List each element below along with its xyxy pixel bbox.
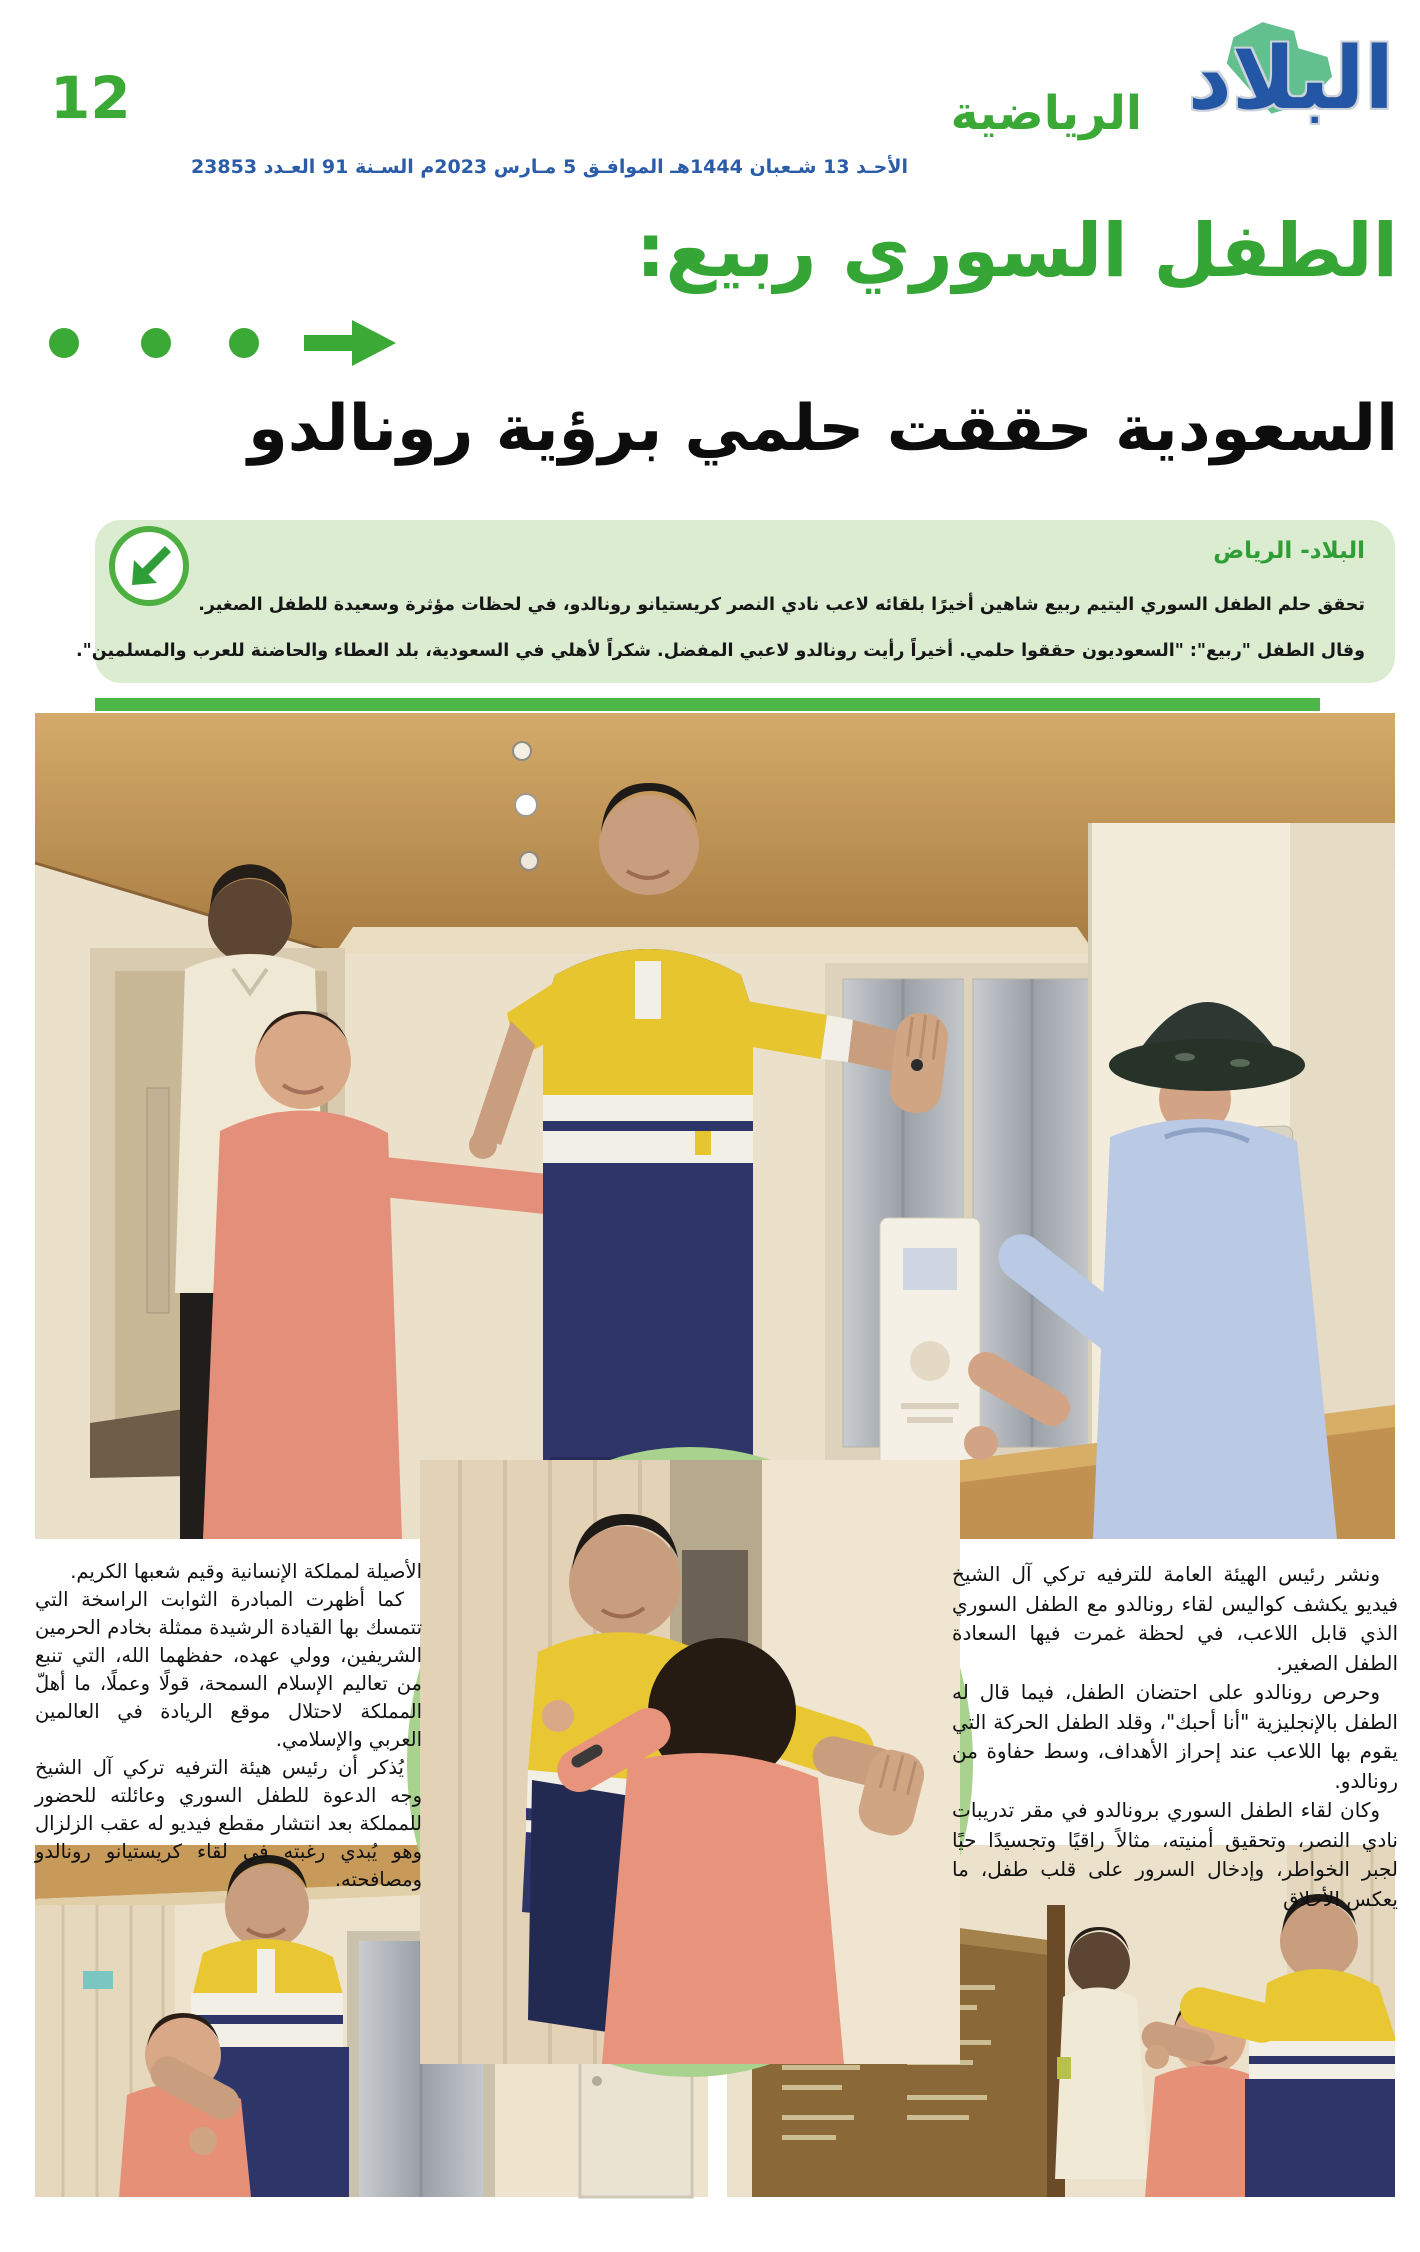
section-label-sports: الرياضية [950, 86, 1142, 141]
three-dots-right-arrow-icon [46, 314, 398, 360]
logo-brand-name: البلاد [1187, 29, 1394, 129]
article-paragraph: وحرص رونالدو على احتضان الطفل، فيما قال له الطفل بالإنجليزية "أنا أحبك"، وقلد الطفل الحركة التي يقوم بها اللاعب عند إحراز الأهداف، وسط حفاوة من رونالدو. [952, 1680, 1398, 1793]
circle-photo-illustration [420, 1460, 960, 2064]
article-paragraph: يُذكر أن رئيس هيئة الترفيه تركي آل الشيخ وجه الدعوة للطفل السوري وعائلته للحضور للمملكة بعد انتشار مقطع فيديو له عقب الزلزال وهو يُبدي رغبته في لقاء كريستيانو رونالدو ومصافحته. [35, 1756, 422, 1891]
dateline: الأحـد 13 شـعبان 1444هـ الموافـق 5 مـارس 2023م السـنة 91 العـدد 23853 [190, 156, 908, 178]
circle-photo-ronaldo-hugging-child [407, 1447, 973, 2077]
article-paragraph: الأصيلة لمملكة الإنسانية وقيم شعبها الكريم. [70, 1560, 422, 1583]
article-paragraph: ونشر رئيس الهيئة العامة للترفيه تركي آل الشيخ فيديو يكشف كواليس لقاء رونالدو مع الطفل السوري الذي قابل اللاعب، في لحظة غمرت فيها السعادة الطفل الصغير. [952, 1562, 1398, 1675]
lead-paragraph: تحقق حلم الطفل السوري اليتيم ربيع شاهين أخيرًا بلقائه لاعب نادي النصر كريستيانو رونالدو، في لحظات مؤثرة وسعيدة للطفل الصغير. [198, 595, 1365, 615]
green-divider-bar [95, 698, 1320, 711]
article-paragraph: وكان لقاء الطفل السوري برونالدو في مقر تدريبات نادي النصر، وتحقيق أمنيته، مثالاً راقيًا وتجسيدًا حيًا لجبر الخواطر، وإدخال السرور على قلب طفل، ما يعكس الأخلاق [952, 1798, 1398, 1911]
lead-paragraph: وقال الطفل "ربيع": "السعوديون حققوا حلمي. أخيراً رأيت رونالدو لاعبي المفضل. شكراً لأهلي في السعودية، بلد العطاء والحاضنة للعرب والمسلمين". [76, 641, 1365, 661]
main-photo-ronaldo-greeting-children [35, 713, 1395, 1539]
headline-kicker: الطفل السوري ربيع: [635, 208, 1398, 294]
headline-main: السعودية حققت حلمي برؤية رونالدو [248, 392, 1398, 466]
lead-box [76, 520, 1395, 683]
article-column-right [952, 1560, 1398, 1914]
article-column-left [35, 1558, 422, 1894]
newspaper-logo [1164, 22, 1394, 172]
arrow-down-left-circle-icon [107, 524, 191, 608]
lead-paragraphs [76, 582, 1365, 674]
article-paragraph: كما أظهرت المبادرة الثوابت الراسخة التي تتمسك بها القيادة الرشيدة ممثلة بخادم الحرمين الشريفين، وولي عهده، حفظهما الله، التي تنبع من تعاليم الإسلام السمحة، قولًا وعملًا، ما أهلّ المملكة لاحتلال موقع الريادة في العالمين العربي والإسلامي. [35, 1588, 422, 1751]
lead-byline: البلاد- الرياض [1213, 538, 1365, 564]
page-number: 12 [50, 64, 131, 132]
